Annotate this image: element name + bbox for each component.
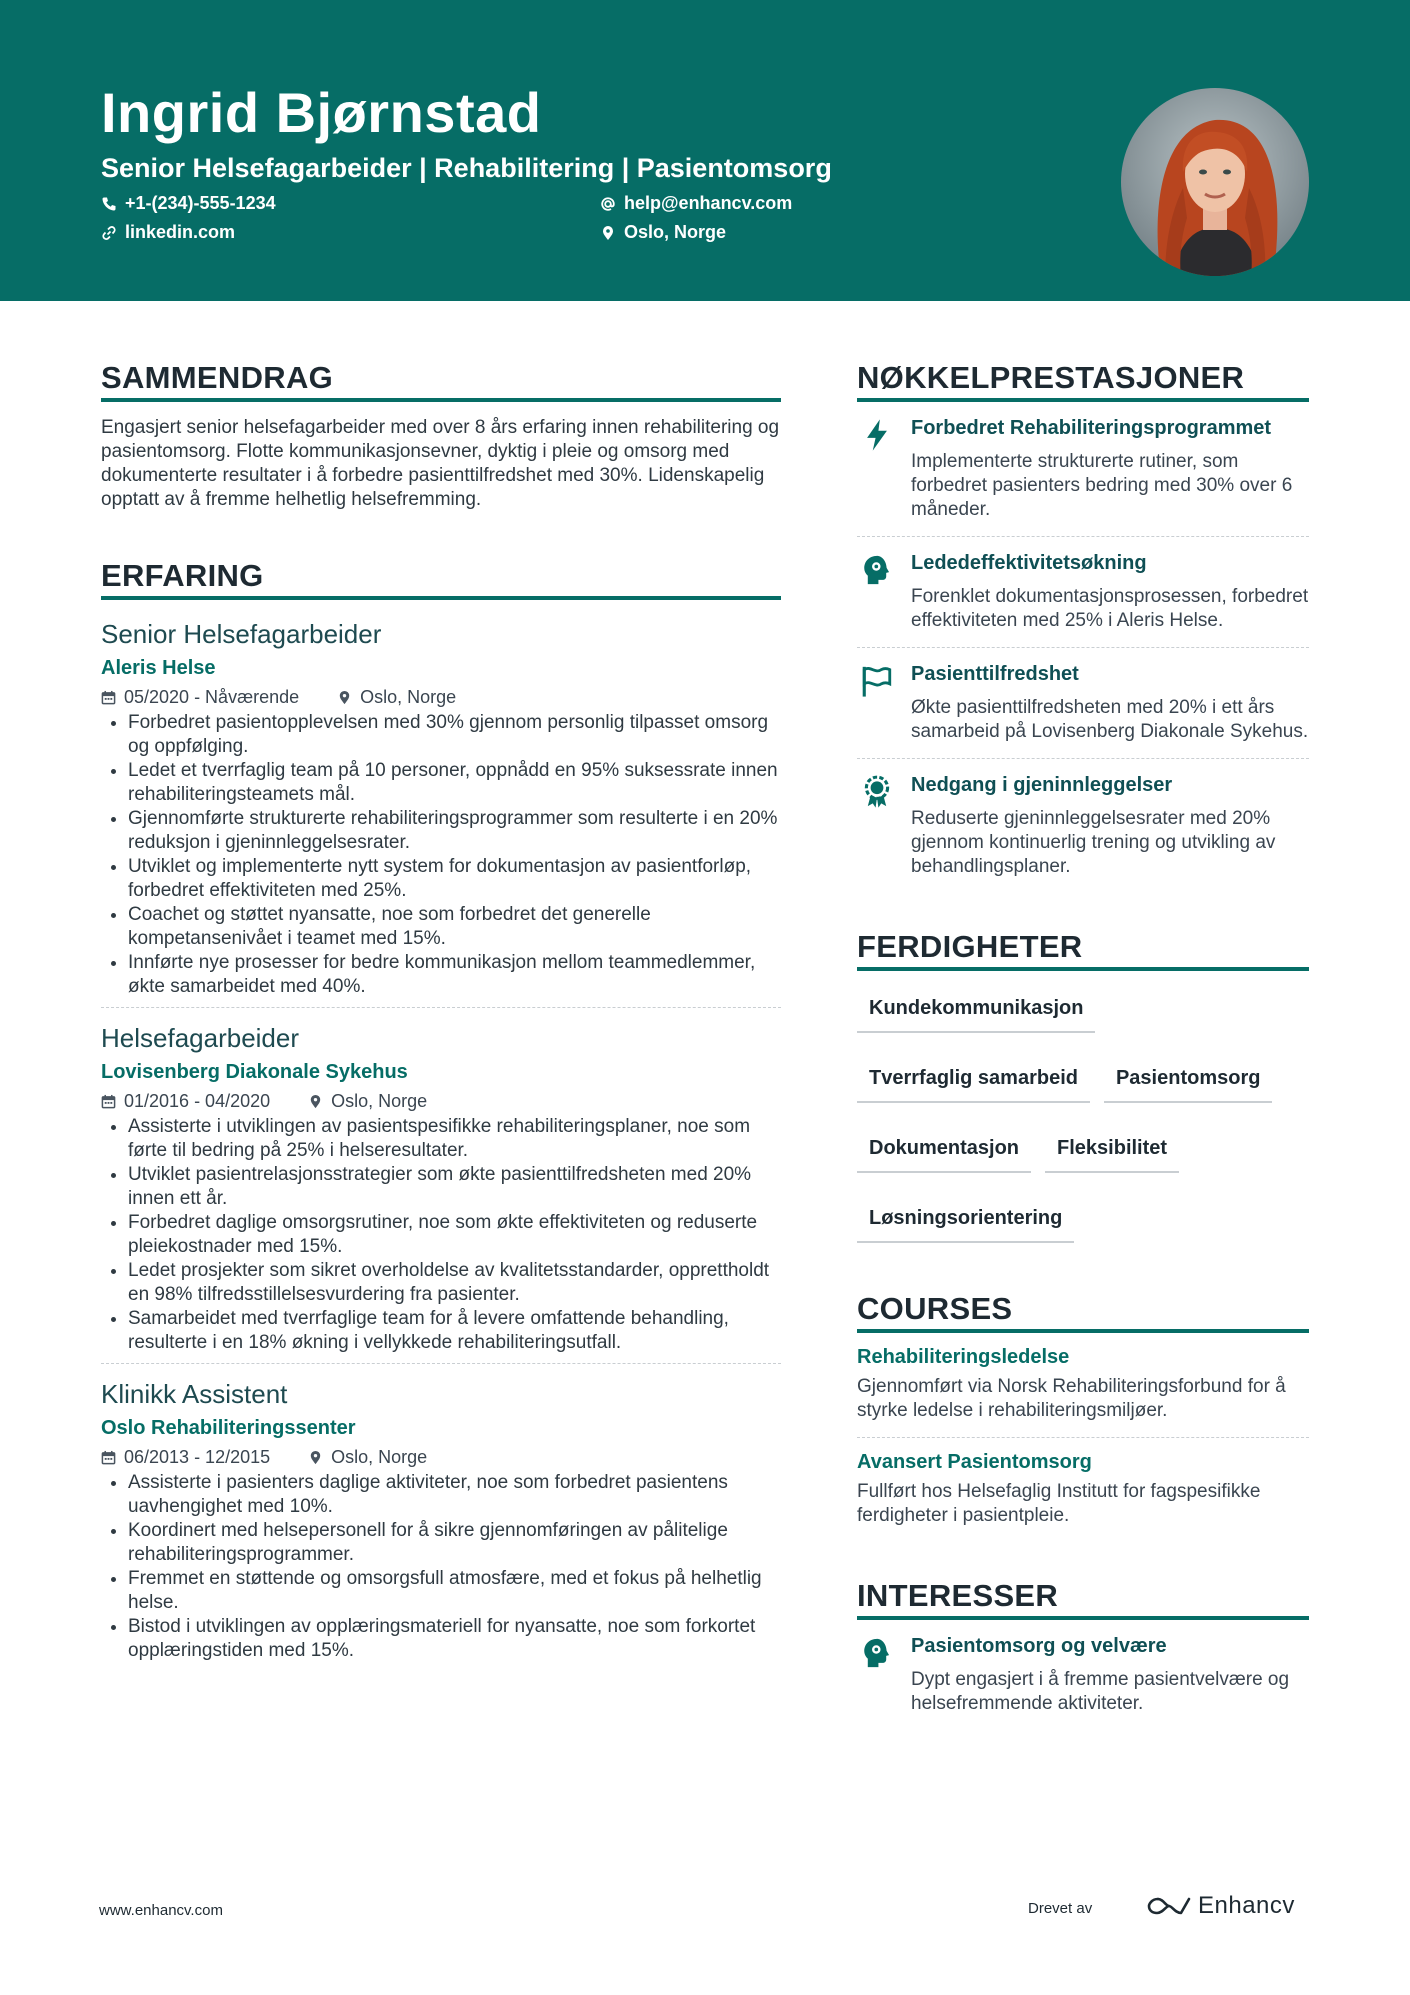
job-entry: [101, 618, 781, 1007]
interest-item: [857, 1620, 1309, 1730]
skills-heading: FERDIGHETER: [857, 929, 1309, 971]
bullet-item: • Innførte nye prosesser for bedre kommunikasjon mellom teammedlemmer, økte samarbeidet med 40%.: [128, 951, 781, 999]
skill-tag: Fleksibilitet: [1045, 1127, 1179, 1173]
achievement-desc: Økte pasienttilfredsheten med 20% i ett års samarbeid på Lovisenberg Diakonale Sykehus.: [911, 697, 1309, 742]
bullet-item: • Gjennomførte strukturerte rehabiliteringsprogrammer som resulterte i en 20% reduksjon i gjeninnleggelsesrater.: [128, 807, 781, 855]
achievement-title: Nedgang i gjeninnleggelser: [911, 774, 1173, 796]
bullet-item: • Utviklet og implementerte nytt system for dokumentasjon av pasientforløp, forbedret effektiviteten med 25%.: [128, 855, 781, 903]
location-pin-icon: [600, 225, 616, 241]
job-entry: [101, 1007, 781, 1363]
summary-heading: SAMMENDRAG: [101, 360, 781, 402]
flag-icon: [860, 664, 894, 698]
skill-tag: Dokumentasjon: [857, 1127, 1031, 1173]
lightning-icon: [860, 418, 894, 452]
location-pin-icon: [308, 1450, 323, 1465]
job-dates: 05/2020 - Nåværende: [124, 687, 300, 707]
job-entry: [101, 1363, 781, 1671]
award-icon: [860, 775, 894, 809]
job-meta: [101, 685, 781, 709]
achievement-desc: Forenklet dokumentasjonsprosessen, forbedret effektiviteten med 25% i Aleris Helse.: [911, 586, 1309, 631]
bullet-item: • Coachet og støttet nyansatte, noe som forbedret det generelle kompetansenivået i teamet med 15%.: [128, 903, 781, 951]
achievements-section: [857, 360, 1309, 893]
experience-heading: ERFARING: [101, 558, 781, 600]
skill-tag: Løsningsorientering: [857, 1197, 1074, 1243]
header: [0, 0, 1410, 301]
bullet-item: • Samarbeidet med tverrfaglige team for å levere omfattende behandling, resulterte i en 18% økning i vellykkede rehabiliteringsutfall.: [128, 1307, 781, 1355]
location-text: Oslo, Norge: [624, 222, 727, 242]
link-icon: [101, 225, 117, 241]
job-title: Senior Helsefagarbeider: [101, 619, 382, 649]
course-item: [857, 1333, 1309, 1438]
job-location: Oslo, Norge: [331, 1091, 428, 1111]
location-pin-icon: [308, 1094, 323, 1109]
achievement-item: [857, 402, 1309, 537]
course-title: Rehabiliteringsledelse: [857, 1346, 1070, 1368]
footer-website[interactable]: www.enhancv.com: [99, 1902, 223, 1919]
achievement-title: Lededeffektivitetsøkning: [911, 552, 1147, 574]
interest-desc: Dypt engasjert i å fremme pasientvelvære og helsefremmende aktiviteter.: [911, 1669, 1290, 1714]
job-bullets: [101, 1471, 781, 1663]
course-desc: Gjennomført via Norsk Rehabiliteringsforbund for å styrke ledelse i rehabiliteringsmiljøer.: [857, 1376, 1286, 1421]
enhancv-logo-icon: [1146, 1895, 1192, 1917]
company-name: Oslo Rehabiliteringssenter: [101, 1417, 356, 1439]
bullet-item: • Forbedret pasientopplevelsen med 30% gjennom personlig tilpasset omsorg og oppfølging.: [128, 711, 781, 759]
linkedin-text: linkedin.com: [125, 222, 236, 242]
achievement-desc: Reduserte gjeninnleggelsesrater med 20% gjennom kontinuerlig trening og utvikling av behandlingsplaner.: [911, 808, 1276, 877]
company-name: Aleris Helse: [101, 657, 216, 679]
experience-section: [101, 558, 781, 1671]
bullet-item: • Forbedret daglige omsorgsrutiner, noe som økte effektiviteten og reduserte pleiekostnader med 15%.: [128, 1211, 781, 1259]
job-meta: [101, 1445, 781, 1469]
skill-tag: Pasientomsorg: [1104, 1057, 1272, 1103]
job-bullets: [101, 711, 781, 999]
job-location: Oslo, Norge: [360, 687, 457, 707]
headline: Senior Helsefagarbeider | Rehabilitering | Pasientomsorg: [101, 153, 832, 183]
job-location: Oslo, Norge: [331, 1447, 428, 1467]
email-contact[interactable]: [600, 193, 792, 214]
bullet-item: • Bistod i utviklingen av opplæringsmateriell for nyansatte, noe som forkortet opplæringstiden med 15%.: [128, 1615, 781, 1663]
bullet-item: • Ledet et tverrfaglig team på 10 personer, oppnådd en 95% suksessrate innen rehabiliteringsteamets mål.: [128, 759, 781, 807]
achievement-item: [857, 759, 1309, 893]
achievements-heading: NØKKELPRESTASJONER: [857, 360, 1309, 402]
calendar-icon: [101, 1094, 116, 1109]
footer-powered-by: Drevet av: [1028, 1900, 1093, 1917]
skill-tag: Kundekommunikasjon: [857, 987, 1095, 1033]
course-desc: Fullført hos Helsefaglig Institutt for fagspesifikke ferdigheter i pasientpleie.: [857, 1481, 1261, 1526]
achievement-desc: Implementerte strukturerte rutiner, som forbedret pasienters bedring med 30% over 6 måneder.: [911, 451, 1293, 520]
profile-photo: [1121, 88, 1309, 276]
summary-text: Engasjert senior helsefagarbeider med over 8 års erfaring innen rehabilitering og pasientomsorg. Flotte kommunikasjonsevner, dyktig i pleie og omsorg med dokumenterte resultater i å forbedre pasienttilfredshet med 30%. Lidenskapelig opptatt av å fremme helhetlig helsefremming.: [101, 417, 780, 510]
linkedin-contact[interactable]: [101, 222, 235, 243]
email-text: help@enhancv.com: [624, 193, 793, 213]
head-icon: [860, 553, 894, 587]
courses-heading: COURSES: [857, 1291, 1309, 1333]
left-column: [101, 360, 781, 1671]
interests-section: [857, 1578, 1309, 1730]
skills-list: [857, 987, 1309, 1243]
job-dates: 01/2016 - 04/2020: [124, 1091, 271, 1111]
job-title: Helsefagarbeider: [101, 1023, 300, 1053]
phone-text: +1-(234)-555-1234: [125, 193, 276, 213]
bullet-item: • Utviklet pasientrelasjonsstrategier som økte pasienttilfredsheten med 20% innen ett år.: [128, 1163, 781, 1211]
bullet-item: • Assisterte i utviklingen av pasientspesifikke rehabiliteringsplaner, noe som førte til bedring på 25% i helseresultater.: [128, 1115, 781, 1163]
achievement-item: [857, 537, 1309, 648]
course-item: [857, 1438, 1309, 1542]
candidate-name: Ingrid Bjørnstad: [101, 81, 542, 144]
achievement-title: Forbedret Rehabiliteringsprogrammet: [911, 417, 1272, 439]
skill-tag: Tverrfaglig samarbeid: [857, 1057, 1090, 1103]
location-pin-icon: [337, 690, 352, 705]
bullet-item: • Ledet prosjekter som sikret overholdelse av kvalitetsstandarder, opprettholdt en 98% tilfredsstillelsesvurdering fra pasienter.: [128, 1259, 781, 1307]
achievement-item: [857, 648, 1309, 759]
at-icon: [600, 196, 616, 212]
bullet-item: • Fremmet en støttende og omsorgsfull atmosfære, med et fokus på helhetlig helse.: [128, 1567, 781, 1615]
location-contact: [600, 222, 726, 243]
job-dates: 06/2013 - 12/2015: [124, 1447, 271, 1467]
enhancv-logo-text: Enhancv: [1198, 1892, 1295, 1919]
interests-heading: INTERESSER: [857, 1578, 1309, 1620]
course-title: Avansert Pasientomsorg: [857, 1451, 1092, 1473]
calendar-icon: [101, 690, 116, 705]
interest-title: Pasientomsorg og velvære: [911, 1635, 1167, 1657]
job-meta: [101, 1089, 781, 1113]
phone-contact[interactable]: [101, 193, 276, 214]
skills-section: [857, 929, 1309, 1243]
calendar-icon: [101, 1450, 116, 1465]
phone-icon: [101, 196, 117, 212]
company-name: Lovisenberg Diakonale Sykehus: [101, 1061, 408, 1083]
enhancv-logo[interactable]: [1146, 1892, 1295, 1920]
courses-section: [857, 1291, 1309, 1542]
bullet-item: • Assisterte i pasienters daglige aktiviteter, noe som forbedret pasientens uavhengighet med 10%.: [128, 1471, 781, 1519]
achievement-title: Pasienttilfredshet: [911, 663, 1079, 685]
head-icon: [860, 1636, 894, 1670]
right-column: [857, 360, 1309, 1730]
job-title: Klinikk Assistent: [101, 1379, 288, 1409]
summary-section: [101, 360, 781, 512]
bullet-item: • Koordinert med helsepersonell for å sikre gjennomføringen av pålitelige rehabiliteringsprogrammer.: [128, 1519, 781, 1567]
job-bullets: [101, 1115, 781, 1355]
